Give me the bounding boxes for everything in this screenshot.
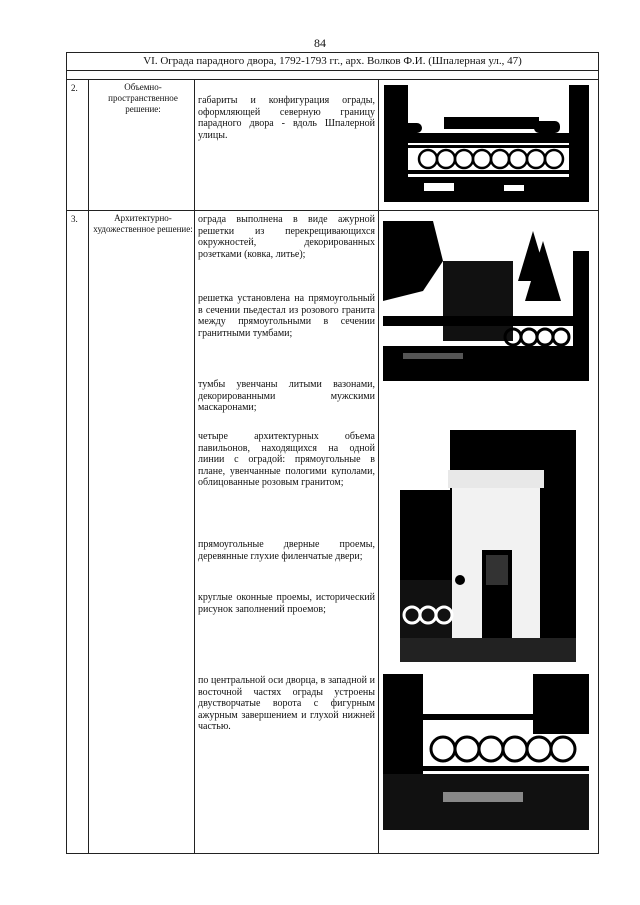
row-paragraph: решетка установлена на прямоугольный в сечении пьедестал из розового гранита между прямоугольными в сечении гранитными тумбами;	[198, 293, 375, 339]
row-description: габариты и конфигурация ограды, оформляющей северную границу парадного двора - вдоль Шпалерной улицы.	[198, 95, 375, 141]
column-divider	[88, 79, 89, 853]
document-table	[66, 52, 599, 854]
row-paragraph: тумбы увенчаны литыми вазонами, декорированными мужскими маскаронами;	[198, 379, 375, 413]
column-divider	[194, 79, 195, 853]
row-paragraph: четыре архитектурных объема павильонов, находящихся на одной линии с оградой: прямоугольные в плане, увенчанные пологими куполами, облицованные розовым гранитом;	[198, 431, 375, 488]
fence-photo	[384, 85, 589, 202]
row-paragraph: круглые оконные проемы, исторический рисунок заполнений проемов;	[198, 592, 375, 615]
row-paragraph: прямоугольные дверные проемы, деревянные глухие филенчатые двери;	[198, 539, 375, 562]
table-title: VI. Ограда парадного двора, 1792-1793 гг., арх. Волков Ф.И. (Шпалерная ул., 47)	[67, 53, 598, 71]
row-number: 2.	[71, 83, 78, 93]
row-label: Объемно-пространственное решение:	[108, 82, 178, 114]
row-number: 3.	[71, 214, 78, 224]
row-label: Архитектурно-художественное решение:	[93, 213, 193, 234]
fence-and-pavilion-photo	[383, 221, 589, 381]
gate-photo	[383, 674, 589, 830]
row-divider	[67, 210, 598, 211]
page-number: 84	[314, 36, 326, 50]
pavilion-photo	[400, 430, 576, 662]
row-paragraph: по центральной оси дворца, в западной и восточной частях ограды устроены двустворчатые ворота с фигурным ажурным завершением и глухой нижней частью.	[198, 675, 375, 732]
table-spacer-row	[67, 70, 598, 80]
row-paragraph: ограда выполнена в виде ажурной решетки из перекрещивающихся окружностей, декорированных розетками (ковка, литье);	[198, 214, 375, 260]
column-divider	[378, 79, 379, 853]
